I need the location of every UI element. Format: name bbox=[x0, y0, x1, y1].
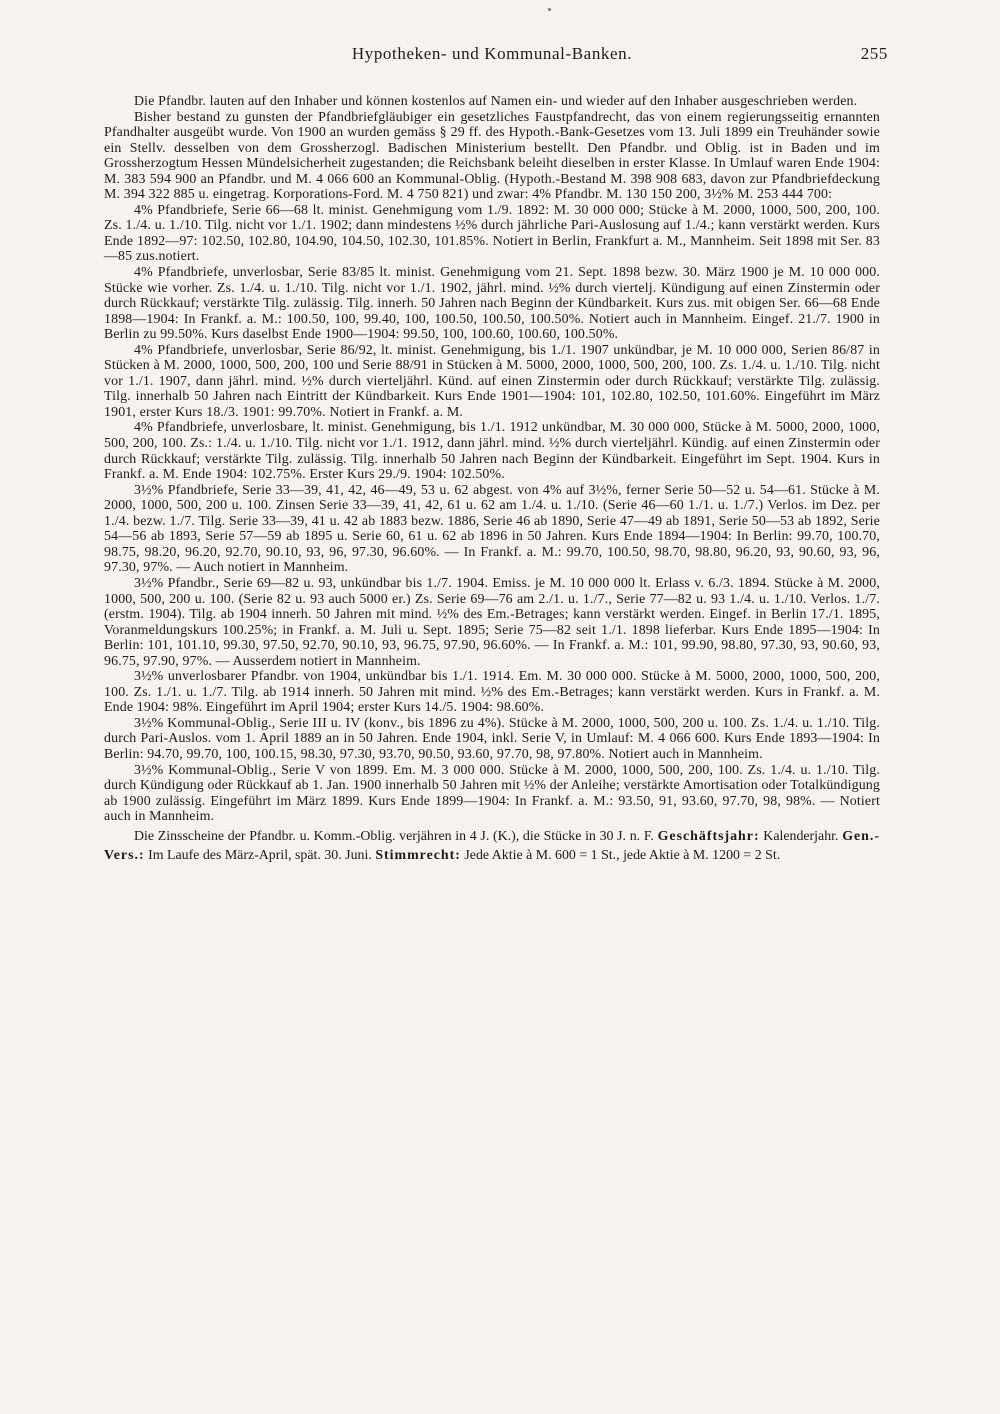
paragraph: 3½% Pfandbriefe, Serie 33—39, 41, 42, 46—49, 53 u. 62 abgest. von 4% auf 3½%, ferner Serie 50—52 u. 54—61. Stücke à M. 2000, 1000, 500, 200 u. 100. Zinsen Serie 33—39, 41, 42, 61 u. 62 am 1./4. u. 1./10. (Serie 46—60 1./1. u. 1./7.) Verlos. im Dez. per 1./4. bezw. 1./7. Tilg. Serie 33—39, 41 u. 42 ab 1883 bezw. 1886, Serie 46 ab 1890, Serie 47—49 ab 1891, Serie 50—53 ab 1892, Serie 54—56 ab 1893, Serie 57—59 ab 1895 u. Serie 60, 61 u. 62 ab 1896 in 50 Jahren. Kurs Ende 1894—1904: In Berlin: 99.70, 100.70, 98.75, 98.20, 96.20, 92.70, 90.10, 93, 96, 97.30, 96.60%. — In Frankf. a. M.: 99.70, 100.50, 98.70, 98.80, 96.20, 93, 90.60, 93, 96, 97.30, 97%. — Auch notiert in Mannheim. bbox=[104, 482, 880, 576]
general-meeting-label: Gen.-Vers.: bbox=[104, 828, 880, 863]
coupon-text: Die Zinsscheine der Pfandbr. u. Komm.-Oblig. verjähren in 4 J. (K.), die Stücke in 30 J. n. F. bbox=[134, 828, 654, 844]
footer-block bbox=[104, 827, 880, 865]
paragraph: 3½% Kommunal-Oblig., Serie III u. IV (konv., bis 1896 zu 4%). Stücke à M. 2000, 1000, 500, 200 u. 100. Zs. 1./4. u. 1./10. Tilg. durch Pari-Auslos. vom 1. April 1889 an in 50 Jahren. Ende 1904, inkl. Serie V, in Umlauf: M. 4 066 600. Kurs Ende 1893—1904: In Berlin: 94.70, 99.70, 100, 100.15, 98.30, 97.30, 93.70, 90.50, 93.60, 97.70, 98, 97.80%. Notiert auch in Mannheim. bbox=[104, 715, 880, 762]
body-text bbox=[104, 94, 880, 825]
paragraph: 3½% unverlosbarer Pfandbr. von 1904, unkündbar bis 1./1. 1914. Em. M. 30 000 000. Stücke à M. 5000, 2000, 1000, 500, 200, 100. Zs. 1./1. u. 1./7. Tilg. ab 1914 innerh. 50 Jahren mit mind. ½% des Em.-Betrages; kann verstärkt werden. Kurs in Frankf. a. M. Ende 1904: 98%. Eingeführt im April 1904; erster Kurs 14./5. 1904: 98.60%. bbox=[104, 669, 880, 716]
header-title: Hypotheken- und Kommunal-Banken. bbox=[351, 44, 633, 63]
voting-right-value: Jede Aktie à M. 600 = 1 St., jede Aktie à M. 1200 = 2 St. bbox=[464, 847, 781, 863]
paragraph: 4% Pfandbriefe, unverlosbar, Serie 83/85 lt. minist. Genehmigung vom 21. Sept. 1898 bezw. 30. März 1900 je M. 10 000 000. Stücke wie vorher. Zs. 1./4. u. 1./10. Tilg. nicht vor 1./1. 1902, jährl. mind. ½% durch viertelj. Kündigung auf einen Zinstermin oder durch Rückkauf; verstärkte Tilg. zulässig. Tilg. innerh. 50 Jahren nach Beginn der Kündbarkeit. Kurs zus. mit obigen Ser. 66—68 Ende 1898—1904: In Frankf. a. M.: 100.50, 100, 99.40, 100, 100.50, 100.50, 100.50%. Notiert auch in Mannheim. Eingef. 21./7. 1900 in Berlin zu 99.50%. Kurs daselbst Ende 1900—1904: 99.50, 100, 100.60, 100.60, 100.50%. bbox=[104, 265, 880, 343]
paragraph: 4% Pfandbriefe, unverlosbare, lt. minist. Genehmigung, bis 1./1. 1912 unkündbar, M. 30 000 000, Stücke à M. 5000, 2000, 1000, 500, 200, 100. Zs.: 1./4. u. 1./10. Tilg. nicht vor 1./1. 1912, dann jährl. mind. ½% durch vierteljährl. Kündig. auf einen Zinstermin oder durch Rückkauf; verstärkte Tilg. zulässig. Tilg. innerhalb 50 Jahren nach Beginn der Kündbarkeit. Eingeführt im Sept. 1904. Kurs in Frankf. a. M. Ende 1904: 102.75%. Erster Kurs 29./9. 1904: 102.50%. bbox=[104, 420, 880, 483]
paragraph: 3½% Pfandbr., Serie 69—82 u. 93, unkündbar bis 1./7. 1904. Emiss. je M. 10 000 000 lt. Erlass v. 6./3. 1894. Stücke à M. 2000, 1000, 500, 200 u. 100. (Serie 82 u. 93 auch 5000 er.) Zs. Serie 69—76 am 2./1. u. 1./7., Serie 77—82 u. 93 1./4. u. 1./10. Verlos. 1./7. (erstm. 1904). Tilg. ab 1904 innerh. 50 Jahren mit mind. ½% des Em.-Betrages; kann verstärkt werden. Eingef. in Berlin 17./1. 1895, Voranmeldungskurs 100.25%; in Frankf. a. M. Juli u. Sept. 1895; Serie 75—82 seit 1./1. 1898 lieferbar. Kurs Ende 1895—1904: In Berlin: 101, 101.10, 99.30, 97.50, 92.70, 90.10, 93, 96.75, 97.90, 96.60%. — In Frankf. a. M.: 101, 99.90, 98.80, 97.30, 93, 90.60, 93, 96.75, 97.90, 97%. — Ausserdem notiert in Mannheim. bbox=[104, 575, 880, 669]
paragraph: 4% Pfandbriefe, Serie 66—68 lt. minist. Genehmigung vom 1./9. 1892: M. 30 000 000; Stücke à M. 2000, 1000, 500, 200, 100. Zs. 1./4. u. 1./10. Tilg. nicht vor 1./1. 1902; dann mindestens ½% durch jährliche Pari-Auslosung auf 1./4.; kann verstärkt werden. Kurs Ende 1892—97: 102.50, 102.80, 104.90, 104.50, 102.30, 101.85%. Notiert in Berlin, Frankfurt a. M., Mannheim. Seit 1898 mit Ser. 83—85 zus.notiert. bbox=[104, 202, 880, 265]
paragraph: 4% Pfandbriefe, unverlosbar, Serie 86/92, lt. minist. Genehmigung, bis 1./1. 1907 unkündbar, je M. 10 000 000, Serien 86/87 in Stücken à M. 2000, 1000, 500, 200, 100 und Serie 88/91 in Stücken à M. 5000, 2000, 1000, 500, 200, 100. Zs. 1./4. u. 1./10. Tilg. nicht vor 1./1. 1907, dann jährl. mind. ½% durch vierteljährl. Künd. auf einen Zinstermin oder durch Rückkauf; verstärkte Tilg. zulässig. Tilg. innerhalb 50 Jahren nach Eintritt der Kündbarkeit. Kurs Ende 1901—1904: 101, 102.80, 102.50, 101.60%. Eingeführt im März 1901, erster Kurs 18./3. 1901: 99.70%. Notiert in Frankf. a. M. bbox=[104, 342, 880, 420]
print-speck bbox=[548, 8, 551, 11]
voting-right-label: Stimmrecht: bbox=[375, 847, 461, 863]
coupon-note bbox=[104, 827, 880, 865]
page-number: 255 bbox=[860, 44, 888, 63]
paragraph: Bisher bestand zu gunsten der Pfandbriefgläubiger ein gesetzliches Faustpfandrecht, das von einem regierungsseitig ernannten Pfandhalter ausgeübt wurde. Von 1900 an wurden gemäss § 29 ff. des Hypoth.-Bank-Gesetzes vom 13. Juli 1899 ein Treuhänder sowie ein Stellv. desselben von dem Grossherzogl. Badischen Ministerium bestellt. Den Pfandbr. und Oblig. ist in Baden und im Grossherzogtum Hessen Mündelsicherheit zugestanden; die Reichsbank beleiht dieselben in erster Klasse. In Umlauf waren Ende 1904: M. 383 594 900 an Pfandbr. und M. 4 066 600 an Kommunal-Oblig. (Hypoth.-Bestand M. 398 908 683, davon zur Pfandbriefdeckung M. 394 322 885 u. eingetrag. Korporations-Ford. M. 4 750 821) und zwar: 4% Pfandbr. M. 130 150 200, 3½% M. 253 444 700: bbox=[104, 109, 880, 203]
paragraph: 3½% Kommunal-Oblig., Serie V von 1899. Em. M. 3 000 000. Stücke à M. 2000, 1000, 500, 200, 100. Zs. 1./4. u. 1./10. Tilg. durch Kündigung oder Rückkauf ab 1. Jan. 1900 innerhalb 50 Jahren mit ½% der Anleihe; verstärkte Amortisation oder Totalkündigung ab 1900 zulässig. Eingeführt im März 1899. Kurs Ende 1899—1904: In Frankf. a. M.: 93.50, 91, 93.60, 97.70, 98, 98%. — Notiert auch in Mannheim. bbox=[104, 762, 880, 825]
general-meeting-value: Im Laufe des März-April, spät. 30. Juni. bbox=[148, 847, 372, 863]
paragraph: Die Pfandbr. lauten auf den Inhaber und können kostenlos auf Namen ein- und wieder auf den Inhaber ausgeschrieben werden. bbox=[134, 94, 858, 109]
fiscal-year-label: Geschäftsjahr: bbox=[657, 828, 760, 844]
running-header bbox=[104, 44, 888, 72]
fiscal-year-value: Kalenderjahr. bbox=[763, 828, 839, 844]
